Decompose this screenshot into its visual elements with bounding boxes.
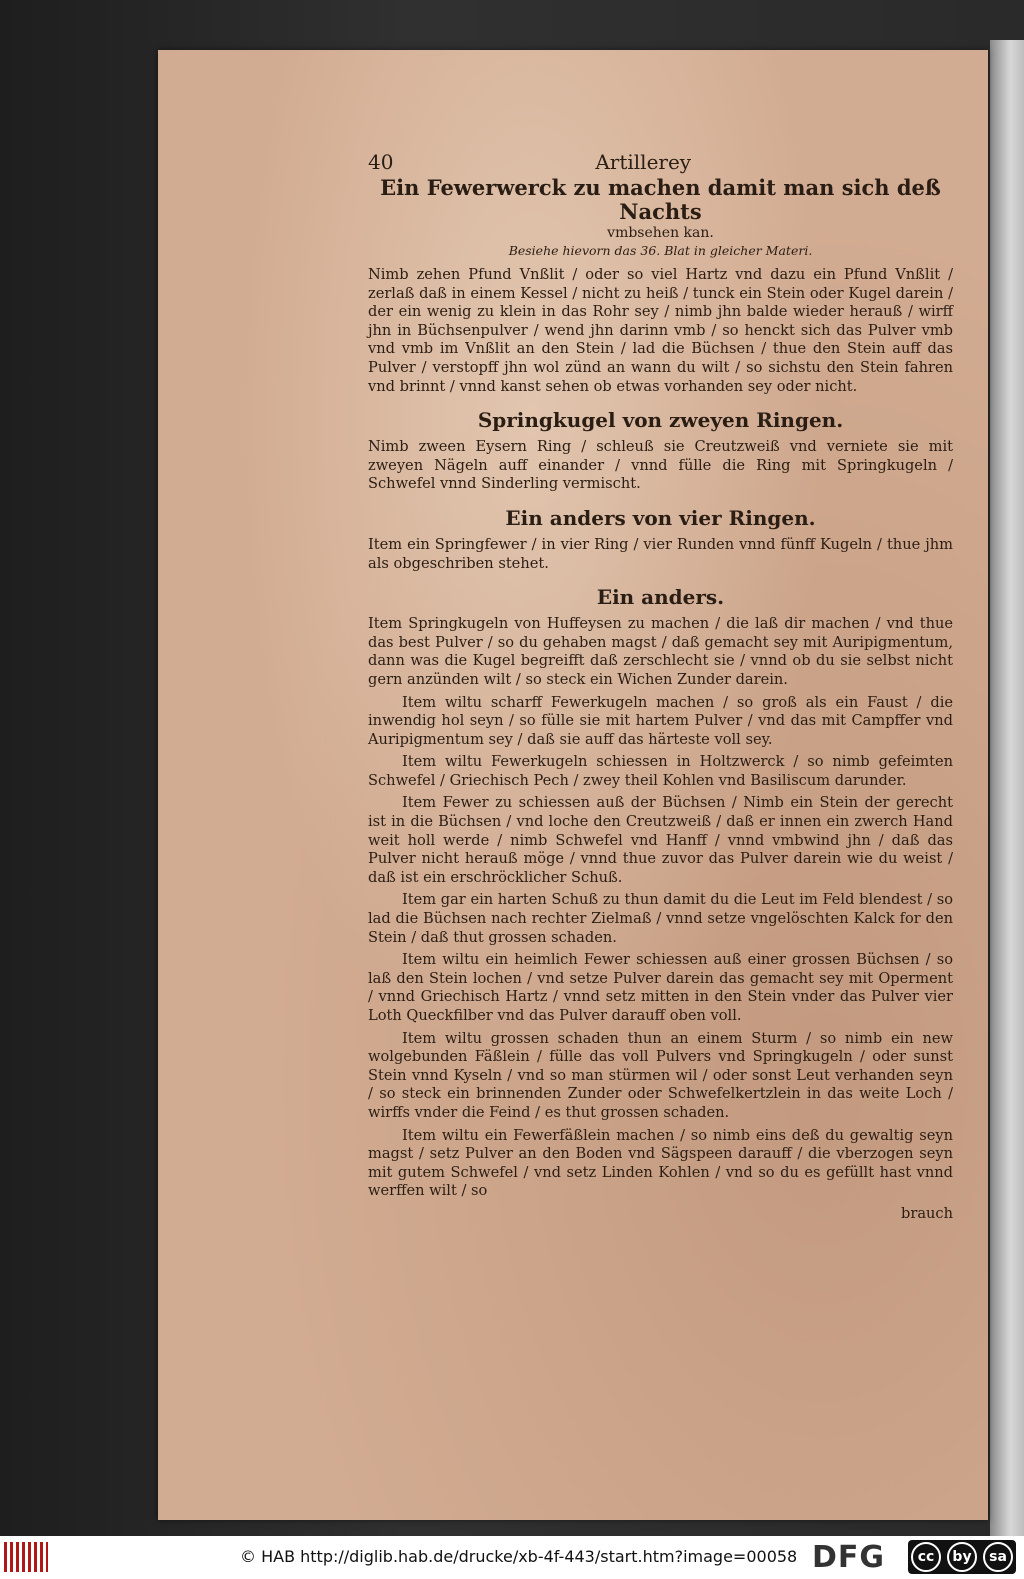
license-badge[interactable]	[908, 1540, 1016, 1574]
paragraph-text: Item ein Springfewer / in vier Ring / vier Runden vnnd fünff Kugeln / thue jhm als obgeschriben stehet.	[368, 535, 953, 572]
section-heading: Ein anders.	[596, 585, 725, 610]
source-link[interactable]: © HAB http://diglib.hab.de/drucke/xb-4f-443/start.htm?image=00058	[240, 1547, 798, 1566]
dfg-logo: DFG	[812, 1540, 886, 1575]
by-icon: by	[947, 1542, 977, 1572]
section-heading: Ein anders von vier Ringen.	[505, 505, 816, 530]
paragraph-text: Item wiltu grossen schaden thun an einem Sturm / so nimb ein new wolgebunden Fäßlein / fülle das voll Pulvers vnd Springkugeln / oder sunst Stein vnnd Kyseln / vnd so man stürmen wil / oder sonst Leut verhanden seyn / so steck ein brinnenden Zunder oder Schwefelkertzlein in das weite Loch / wirffs vnder die Feind / es thut grossen schaden.	[368, 1029, 953, 1121]
paragraph	[368, 951, 953, 1025]
cross-reference: Besiehe hievorn das 36. Blat in gleicher Materi.	[508, 243, 813, 258]
next-page-edge	[990, 40, 1024, 1536]
paragraph-text: Item Springkugeln von Huffeysen zu machen / die laß dir machen / vnd thue das best Pulver / so du gehaben magst / daß gemacht sey mit Auripigmentum, dann was die Kugel begreifft daß zerschlecht sie / vnnd ob du sie selbst nicht gern anzünden wilt / so steck ein Wichen Zunder darein.	[368, 615, 953, 688]
header-row	[368, 150, 953, 174]
page-number: 40	[368, 150, 394, 174]
paragraph	[368, 615, 953, 689]
chapter-title-line2: vmbsehen kan.	[607, 225, 714, 241]
running-head: Artillerey	[595, 150, 692, 174]
chapter-title: Ein Fewerwerck zu machen damit man sich deß Nachts	[380, 175, 941, 224]
paragraph	[368, 1030, 953, 1123]
paragraph	[368, 438, 953, 494]
paragraph-text: Item wiltu Fewerkugeln schiessen in Holtzwerck / so nimb gefeimten Schwefel / Griechisch Pech / zwey theil Kohlen vnd Basiliscum darunder.	[368, 753, 953, 789]
paragraph-text: Item wiltu ein heimlich Fewer schiessen auß einer grossen Büchsen / so laß den Stein lochen / vnd setze Pulver darein das gemacht sey mit Operment / vnnd Griechisch Hartz / vnnd setz mitten in den Stein vnder das Pulver vier Loth Queckfilber vnd das Pulver darauff oben voll.	[368, 951, 953, 1024]
paragraph	[368, 694, 953, 750]
paragraph-text: Item wiltu ein Fewerfäßlein machen / so nimb eins deß du gewaltig seyn magst / setz Pulver an den Boden vnd Sägspeen darauff / die vberzogen seyn mit gutem Schwefel / vnd setz Linden Kohlen / vnd so du es gefüllt hast vnnd werffen wilt / so	[368, 1126, 953, 1200]
paragraph	[368, 266, 953, 396]
paragraph-text: Item wiltu scharff Fewerkugeln machen / so groß als ein Faust / die inwendig hol seyn / so fülle sie mit hartem Pulver / vnd das mit Campffer vnd Auripigmentum sey / daß sie auff das härteste voll sey.	[368, 693, 953, 748]
paragraph	[368, 794, 953, 887]
sa-icon: sa	[983, 1542, 1013, 1572]
paragraph-text: Nimb zween Eysern Ring / schleuß sie Creutzweiß vnd verniete sie mit zweyen Nägeln auff einander / vnnd fülle die Ring mit Springkugeln / Schwefel vnnd Sinderling vermischt.	[368, 438, 953, 493]
paragraph-text: Item Fewer zu schiessen auß der Büchsen / Nimb ein Stein der gerecht ist in die Büchsen / vnd loche den Creutzweiß / daß er innen ein zwerch Hand weit holl werde / nimb Schwefel vnd Hanff / vnnd vmbwind jhn / daß das Pulver nicht herauß möge / vnnd thue zuvor das Pulver darein wie du weist / daß ist ein erschröcklicher Schuß.	[368, 794, 953, 886]
section-heading: Springkugel von zweyen Ringen.	[477, 408, 844, 433]
cc-icon: cc	[911, 1542, 941, 1572]
book-page	[158, 50, 988, 1520]
viewer-footer	[0, 1536, 1024, 1579]
paragraph-text: Item gar ein harten Schuß zu thun damit du die Leut im Feld blendest / so lad die Büchsen nach rechter Zielmaß / vnnd setze vngelöschten Kalck for den Stein / daß thut grossen schaden.	[368, 891, 953, 946]
paragraph	[368, 891, 953, 947]
barcode-icon	[4, 1542, 48, 1572]
paragraph	[368, 1127, 953, 1201]
catchword: brauch	[901, 1204, 953, 1222]
page-text	[368, 150, 953, 1224]
paragraph	[368, 753, 953, 790]
paragraph	[368, 536, 953, 573]
paragraph-text: Nimb zehen Pfund Vnßlit / oder so viel Hartz vnd dazu ein Pfund Vnßlit / zerlaß daß in einem Kessel / nicht zu heiß / tunck ein Stein oder Kugel darein / der ein wenig zu klein in das Rohr sey / nimb jhn balde wieder herauß / wirff jhn in Büchsenpulver / wend jhn darinn vmb / so henckt sich das Pulver vmb vnd vmb im Vnßlit an den Stein / lad die Büchsen / thue den Stein auff das Pulver / verstopff jhn wol zünd an wann du wilt / so sichstu den Stein fahren vnd brinnt / vnnd kanst sehen ob etwas vorhanden sey oder nicht.	[368, 266, 953, 395]
